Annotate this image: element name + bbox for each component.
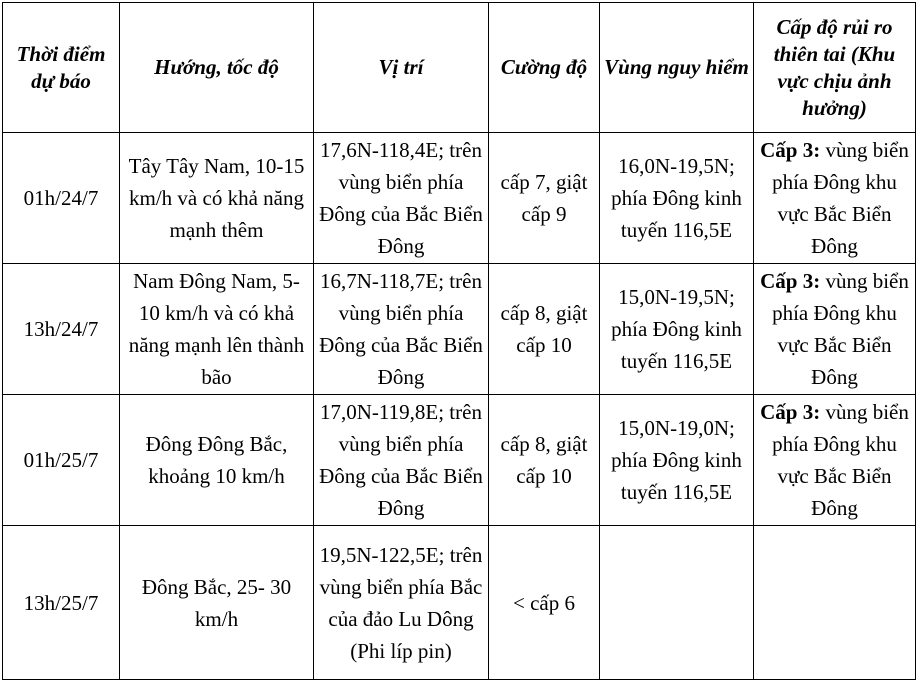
- cell-position: 19,5N-122,5E; trên vùng biển phía Bắc của đảo Lu Dông (Phi líp pin): [314, 526, 489, 680]
- cell-intensity: cấp 8, giật cấp 10: [489, 264, 600, 395]
- header-row: [3, 3, 916, 133]
- header-direction: Hướng, tốc độ: [120, 3, 314, 133]
- cell-intensity: cấp 7, giật cấp 9: [489, 133, 600, 264]
- cell-time: 01h/25/7: [3, 395, 120, 526]
- cell-risk: [754, 264, 916, 395]
- cell-position: 17,6N-118,4E; trên vùng biển phía Đông của Bắc Biển Đông: [314, 133, 489, 264]
- header-intensity: Cường độ: [489, 3, 600, 133]
- cell-danger-zone: 15,0N-19,0N; phía Đông kinh tuyến 116,5E: [600, 395, 754, 526]
- cell-position: 16,7N-118,7E; trên vùng biển phía Đông của Bắc Biển Đông: [314, 264, 489, 395]
- cell-danger-zone: [600, 526, 754, 680]
- cell-intensity: < cấp 6: [489, 526, 600, 680]
- cell-direction: Tây Tây Nam, 10-15 km/h và có khả năng mạnh thêm: [120, 133, 314, 264]
- header-position: Vị trí: [314, 3, 489, 133]
- risk-area-text: vùng biển phía Đông khu vực Bắc Biển Đông: [772, 400, 909, 520]
- table-row: [3, 395, 916, 526]
- cell-risk: [754, 133, 916, 264]
- table-row: [3, 264, 916, 395]
- cell-risk: [754, 526, 916, 680]
- cell-time: 01h/24/7: [3, 133, 120, 264]
- cell-danger-zone: 16,0N-19,5N; phía Đông kinh tuyến 116,5E: [600, 133, 754, 264]
- cell-time: 13h/25/7: [3, 526, 120, 680]
- header-danger-zone: Vùng nguy hiểm: [600, 3, 754, 133]
- table-row: [3, 526, 916, 680]
- cell-direction: Đông Đông Bắc, khoảng 10 km/h: [120, 395, 314, 526]
- cell-danger-zone: 15,0N-19,5N; phía Đông kinh tuyến 116,5E: [600, 264, 754, 395]
- forecast-table: [2, 2, 916, 680]
- cell-direction: Nam Đông Nam, 5-10 km/h và có khả năng mạnh lên thành bão: [120, 264, 314, 395]
- risk-area-text: vùng biển phía Đông khu vực Bắc Biển Đông: [772, 269, 909, 389]
- cell-position: 17,0N-119,8E; trên vùng biển phía Đông của Bắc Biển Đông: [314, 395, 489, 526]
- cell-time: 13h/24/7: [3, 264, 120, 395]
- cell-risk: [754, 395, 916, 526]
- risk-level-label: Cấp 3:: [760, 400, 821, 424]
- cell-direction: Đông Bắc, 25- 30 km/h: [120, 526, 314, 680]
- table-row: [3, 133, 916, 264]
- cell-intensity: cấp 8, giật cấp 10: [489, 395, 600, 526]
- header-risk-level: Cấp độ rủi ro thiên tai (Khu vực chịu ảnh hưởng): [754, 3, 916, 133]
- risk-level-label: Cấp 3:: [760, 138, 821, 162]
- header-time: Thời điểm dự báo: [3, 3, 120, 133]
- risk-level-label: Cấp 3:: [760, 269, 821, 293]
- risk-area-text: vùng biển phía Đông khu vực Bắc Biển Đông: [772, 138, 909, 258]
